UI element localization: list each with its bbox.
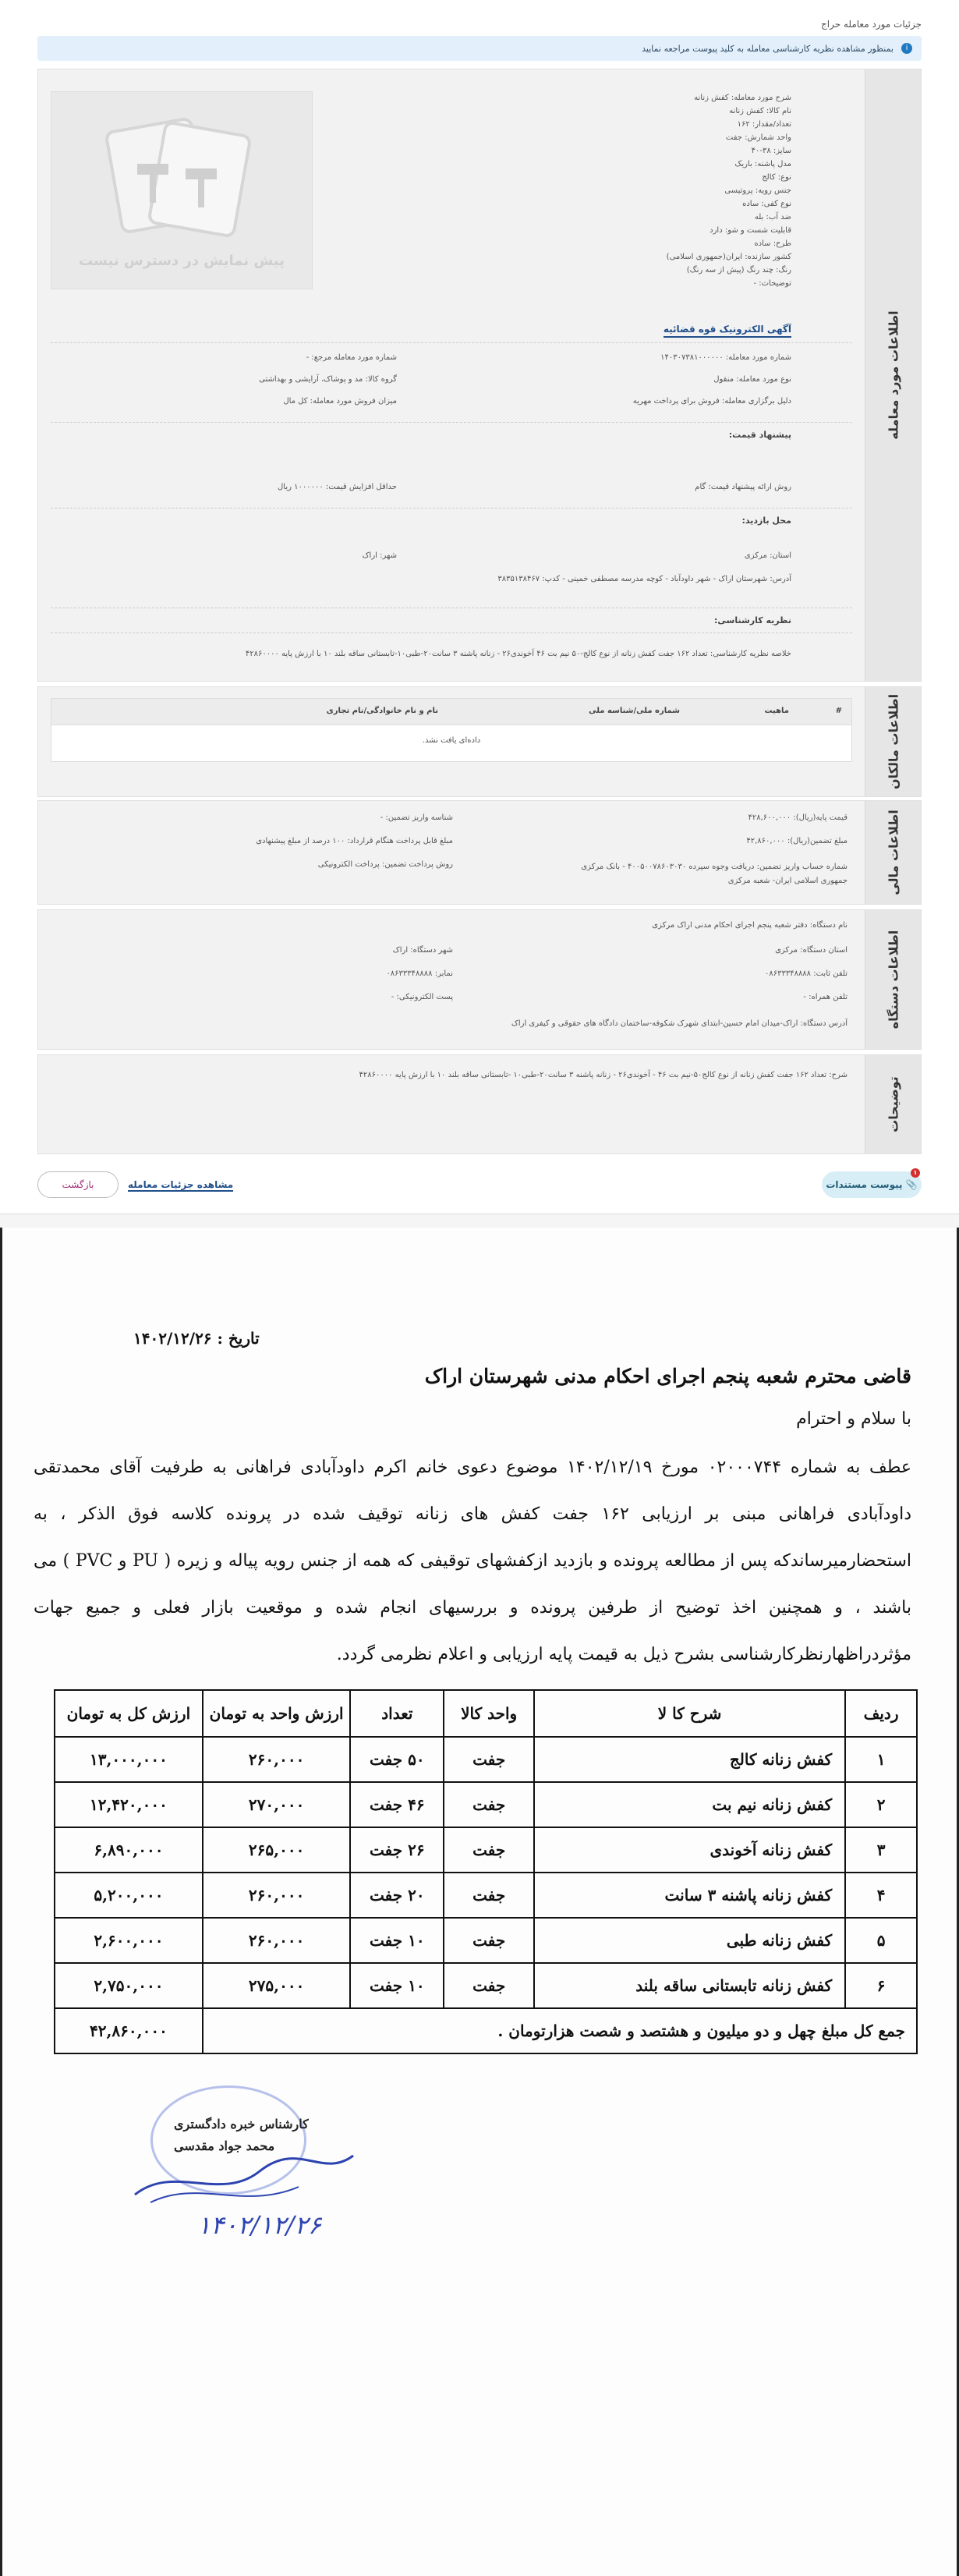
prepay-amount: مبلغ قابل پرداخت هنگام قرارداد: ۱۰۰ درصد از مبلغ پیشنهادی (256, 837, 453, 845)
cell-item: کفش زنانه تابستانی ساقه بلند (534, 1963, 845, 2008)
table-row (55, 1737, 917, 1782)
guarantee-account: شماره حساب واریز تضمین: دریافت وجوه سپرده ۴۰۰۵۰۰۷۸۶۰۳۰۳۰ - بانک مرکزی جمهوری اسلامی ایران- شعبه مرکزی (581, 863, 848, 885)
cell-unit-price: ۲۶۰,۰۰۰ (203, 1918, 351, 1963)
cell-index: ۴ (845, 1873, 917, 1918)
attachment-viewer-toolbar (0, 1214, 959, 1228)
column-header: نام و نام خانوادگی/نام تجاری (326, 707, 438, 715)
page-title: جزئیات مورد معامله حراج (821, 19, 922, 30)
signature-date: ۱۴۰۲/۱۲/۲۶ (197, 2210, 322, 2240)
signer-name: محمد جواد مقدسی (174, 2138, 275, 2153)
guarantee-id: شناسه واریز تضمین: - (380, 813, 453, 822)
section-side (865, 69, 921, 681)
cell-unit-price: ۲۶۰,۰۰۰ (203, 1873, 351, 1918)
section-body (38, 687, 865, 796)
cell-qty: ۲۰ جفت (350, 1873, 444, 1918)
divider (51, 342, 852, 343)
electronic-ad-link[interactable]: آگهی الکترونیک قوه قضائیه (664, 324, 791, 338)
action-bar (37, 1168, 922, 1199)
column-header: تعداد (350, 1690, 444, 1737)
cell-total: ۱۲,۴۲۰,۰۰۰ (55, 1782, 203, 1827)
column-header: ردیف (845, 1690, 917, 1737)
section-label: اطلاعات دستگاه (886, 930, 901, 1029)
sale-amount: میزان فروش مورد معامله: کل مال (283, 397, 397, 406)
valuation-table (54, 1689, 918, 2054)
info-icon: i (901, 43, 912, 54)
device-mobile: تلفن همراه: - (803, 993, 848, 1001)
cell-unit: جفت (444, 1737, 534, 1782)
scanned-expert-letter (0, 1228, 959, 2576)
attribute: ضد آب: بله (754, 213, 791, 221)
letter-addressee: قاضی محترم شعبه پنجم اجرای احکام مدنی شهرستان اراک (424, 1365, 911, 1387)
attribute-list (464, 91, 791, 290)
attribute: شرح مورد معامله: کفش زنانه (694, 94, 791, 102)
attribute: واحد شمارش: جفت (725, 133, 791, 142)
attachments-button[interactable] (822, 1171, 922, 1198)
info-banner-text: بمنظور مشاهده نظریه کارشناسی معامله به کلید پیوست مراجعه نمایید (642, 43, 894, 54)
cell-item: کفش زنانه پاشنه ۳ سانت (534, 1873, 845, 1918)
device-section (37, 909, 922, 1050)
image-placeholder-text: پیش نمایش در دسترس نیست (79, 253, 285, 269)
column-header: واحد کالا (444, 1690, 534, 1737)
cell-unit: جفت (444, 1827, 534, 1873)
letter-body: عطف به شماره ۰۲۰۰۰۷۴۴ مورخ ۱۴۰۲/۱۲/۱۹ موضوع دعوی خانم اکرم داودآبادی فراهانی به طرفیت آقای محمدتقی داودآبادی فراهانی مبنی بر ارزیابی ۱۶۲ جفت کفش های زنانه توقیف شده در پرونده کلاسه فوق الذکر ، به استحضارمیرساندکه پس از مطالعه پرونده و بازدید ازکفشهای توقیفی که همه از جنس رویه پیاله و زیره ( PU و PVC ) می باشند ، و همچنین اخذ توضیح از طرفین پرونده و بررسیهای انجام شده و موقعیت بازار فعلی و جمیع جهات مؤثردراظهارنظرکارشناسی بشرح ذیل به قیمت پایه ارزیابی و اعلام نظرمی گردد. (34, 1458, 911, 1664)
financial-section (37, 800, 922, 905)
column-header: ارزش کل به تومان (55, 1690, 203, 1737)
cell-index: ۳ (845, 1827, 917, 1873)
paperclip-icon: 📎 (905, 1179, 918, 1190)
device-fax: نمابر: ۰۸۶۳۳۳۴۸۸۸۸ (386, 969, 453, 978)
visit-address: آدرس: شهرستان اراک - شهر داودآباد - کوچه مدرسه مصطفی خمینی - کدپ: ۳۸۳۵۱۳۸۴۶۷ (497, 575, 791, 583)
empty-state: داده‌ای یافت نشد. (422, 736, 481, 745)
table-row (55, 1963, 917, 2008)
table-row (55, 1918, 917, 1963)
attribute: سایز: ۳۸-۴۰ (751, 147, 791, 155)
proposal-method: روش ارائه پیشنهاد قیمت: گام (695, 483, 791, 491)
section-body (38, 910, 865, 1049)
cell-qty: ۵۰ جفت (350, 1737, 444, 1782)
table-row (55, 1782, 917, 1827)
description-section (37, 1054, 922, 1154)
attribute: کشور سازنده: ایران(جمهوری اسلامی) (666, 253, 791, 261)
cell-unit-price: ۲۷۰,۰۰۰ (203, 1782, 351, 1827)
image-placeholder (51, 91, 313, 289)
table-header-row (55, 1690, 917, 1737)
device-email: پست الکترونیکی: - (391, 993, 453, 1001)
cell-unit: جفت (444, 1918, 534, 1963)
cell-index: ۵ (845, 1918, 917, 1963)
deal-type: نوع مورد معامله: منقول (713, 375, 791, 384)
visit-province: استان: مرکزی (744, 551, 791, 560)
total-row (55, 2008, 917, 2053)
cell-total: ۱۳,۰۰۰,۰۰۰ (55, 1737, 203, 1782)
device-phone: تلفن ثابت: ۰۸۶۳۳۳۴۸۸۸۸ (764, 969, 848, 978)
section-label: اطلاعات مالکان (886, 693, 901, 790)
expert-title: نظریه کارشناسی: (714, 615, 791, 625)
section-side (865, 1055, 921, 1153)
cell-item: کفش زنانه آخوندی (534, 1827, 845, 1873)
section-side (865, 687, 921, 796)
visit-title: محل بازدید: (741, 516, 791, 526)
cell-index: ۶ (845, 1963, 917, 2008)
attribute: توضیحات: - (753, 279, 791, 288)
attribute: تعداد/مقدار: ۱۶۲ (737, 120, 791, 129)
device-name: نام دستگاه: دفتر شعبه پنجم اجرای احکام مدنی اراک مرکزی (652, 921, 848, 930)
min-increase: حداقل افزایش قیمت: ۱۰۰۰۰۰۰ ریال (278, 483, 397, 491)
gavel-icon (98, 109, 254, 242)
signature-scribble-icon (127, 2148, 361, 2210)
attachments-label: پیوست مستندات (826, 1179, 903, 1190)
device-address: آدرس دستگاه: اراک-میدان امام حسین-ابتدای شهرک شکوفه-ساختمان دادگاه های حقوقی و کیفری اراک (511, 1019, 848, 1028)
divider (51, 422, 852, 423)
cell-total: ۲,۶۰۰,۰۰۰ (55, 1918, 203, 1963)
device-city: شهر دستگاه: اراک (392, 946, 453, 955)
cell-total: ۶,۸۹۰,۰۰۰ (55, 1827, 203, 1873)
attribute: نوع کفی: ساده (742, 200, 791, 208)
total-value: ۴۲,۸۶۰,۰۰۰ (55, 2008, 203, 2053)
guarantee-pay-method: روش پرداخت تضمین: پرداخت الکترونیکی (317, 860, 453, 869)
guarantee-amount: مبلغ تضمین(ریال): ۴۲,۸۶۰,۰۰۰ (746, 837, 848, 845)
attribute: قابلیت شست و شو: دارد (710, 226, 791, 235)
section-side (865, 910, 921, 1049)
attribute: طرح: ساده (754, 239, 791, 248)
section-body (38, 1055, 865, 1153)
cell-item: کفش زنانه کالج (534, 1737, 845, 1782)
cell-index: ۲ (845, 1782, 917, 1827)
section-label: اطلاعات مورد معامله (886, 310, 901, 440)
deal-number: شماره مورد معامله: ۱۴۰۳۰۷۳۸۱۰۰۰۰۰۰ (660, 353, 791, 362)
column-header: شرح کا لا (534, 1690, 845, 1737)
auction-detail-page (0, 0, 959, 1217)
letter-greeting: با سلام و احترام (796, 1409, 911, 1429)
cell-qty: ۴۶ جفت (350, 1782, 444, 1827)
description-text: شرح: تعداد ۱۶۲ جفت کفش زنانه از نوع کالج۵۰-نیم بت ۴۶ - آخوندی۲۶ - زنانه پاشنه ۳ سانت۲۰-طبی۱۰ -تابستانی ساقه بلند ۱۰ با ارزش پایه ۴۲۸۶۰۰۰۰ (359, 1071, 848, 1079)
cell-qty: ۱۰ جفت (350, 1918, 444, 1963)
cell-unit: جفت (444, 1873, 534, 1918)
table-row (55, 1873, 917, 1918)
proposal-title: پیشنهاد قیمت: (728, 430, 791, 440)
column-header: ماهیت (764, 707, 789, 715)
cell-unit-price: ۲۶۵,۰۰۰ (203, 1827, 351, 1873)
goods-group: گروه کالا: مد و پوشاک، آرایشی و بهداشتی (259, 375, 397, 384)
base-price: قیمت پایه(ریال): ۴۲۸,۶۰۰,۰۰۰ (748, 813, 848, 822)
section-label: توضیحات (886, 1076, 901, 1132)
attribute: جنس رویه: پروتیسی (724, 186, 791, 195)
total-label: جمع کل مبلغ چهل و دو میلیون و هشتصد و شصت هزارتومان . (203, 2008, 917, 2053)
cell-unit-price: ۲۶۰,۰۰۰ (203, 1737, 351, 1782)
cell-unit: جفت (444, 1782, 534, 1827)
cell-qty: ۱۰ جفت (350, 1963, 444, 2008)
signer-title: کارشناس خبره دادگستری (174, 2117, 309, 2131)
info-banner (37, 36, 922, 61)
table-row (55, 1827, 917, 1873)
deal-ref-number: شماره مورد معامله مرجع: - (306, 353, 397, 362)
section-body (38, 801, 865, 904)
cell-index: ۱ (845, 1737, 917, 1782)
cell-item: کفش زنانه نیم بت (534, 1782, 845, 1827)
cell-total: ۲,۷۵۰,۰۰۰ (55, 1963, 203, 2008)
attribute: مدل پاشنه: باریک (734, 160, 791, 168)
column-header: ارزش واحد به تومان (203, 1690, 351, 1737)
attribute: نام کالا: کفش زنانه (729, 107, 791, 115)
device-province: استان دستگاه: مرکزی (775, 946, 848, 955)
attachments-count-badge: ۱ (911, 1168, 920, 1178)
cell-item: کفش زنانه طبی (534, 1918, 845, 1963)
cell-unit: جفت (444, 1963, 534, 2008)
section-side (865, 801, 921, 904)
section-body (38, 69, 865, 681)
cell-total: ۵,۲۰۰,۰۰۰ (55, 1873, 203, 1918)
attribute: نوع: کالج (762, 173, 791, 182)
expert-summary: خلاصه نظریه کارشناسی: تعداد ۱۶۲ جفت کفش زنانه از نوع کالج-۵۰ نیم بت ۴۶ آخوندی۲۶ - زنانه پاشنه ۳ سانت۲۰-طبی۱۰-تابستانی ساقه بلند ۱۰ با ارزش پایه ۴۲۸۶۰۰۰۰ (245, 650, 791, 658)
owners-section (37, 686, 922, 797)
table-header (51, 699, 851, 725)
cell-unit-price: ۲۷۵,۰۰۰ (203, 1963, 351, 2008)
cell-qty: ۲۶ جفت (350, 1827, 444, 1873)
owners-table (51, 698, 852, 762)
signature-stamp (127, 2085, 377, 2273)
letter-date: تاریخ : ۱۴۰۲/۱۲/۲۶ (133, 1329, 260, 1348)
deal-reason: دلیل برگزاری معامله: فروش برای پرداخت مهریه (632, 397, 791, 406)
section-label: اطلاعات مالی (886, 810, 901, 895)
visit-city: شهر: اراک (362, 551, 397, 560)
item-info-section (37, 69, 922, 682)
attribute: رنگ: چند رنگ (پیش از سه رنگ) (686, 266, 791, 275)
column-header: # (835, 707, 842, 715)
divider (51, 632, 852, 633)
view-details-link[interactable]: مشاهده جزئیات معامله (128, 1179, 234, 1190)
back-button[interactable]: بازگشت (37, 1171, 119, 1198)
column-header: شماره ملی/شناسه ملی (589, 707, 680, 715)
